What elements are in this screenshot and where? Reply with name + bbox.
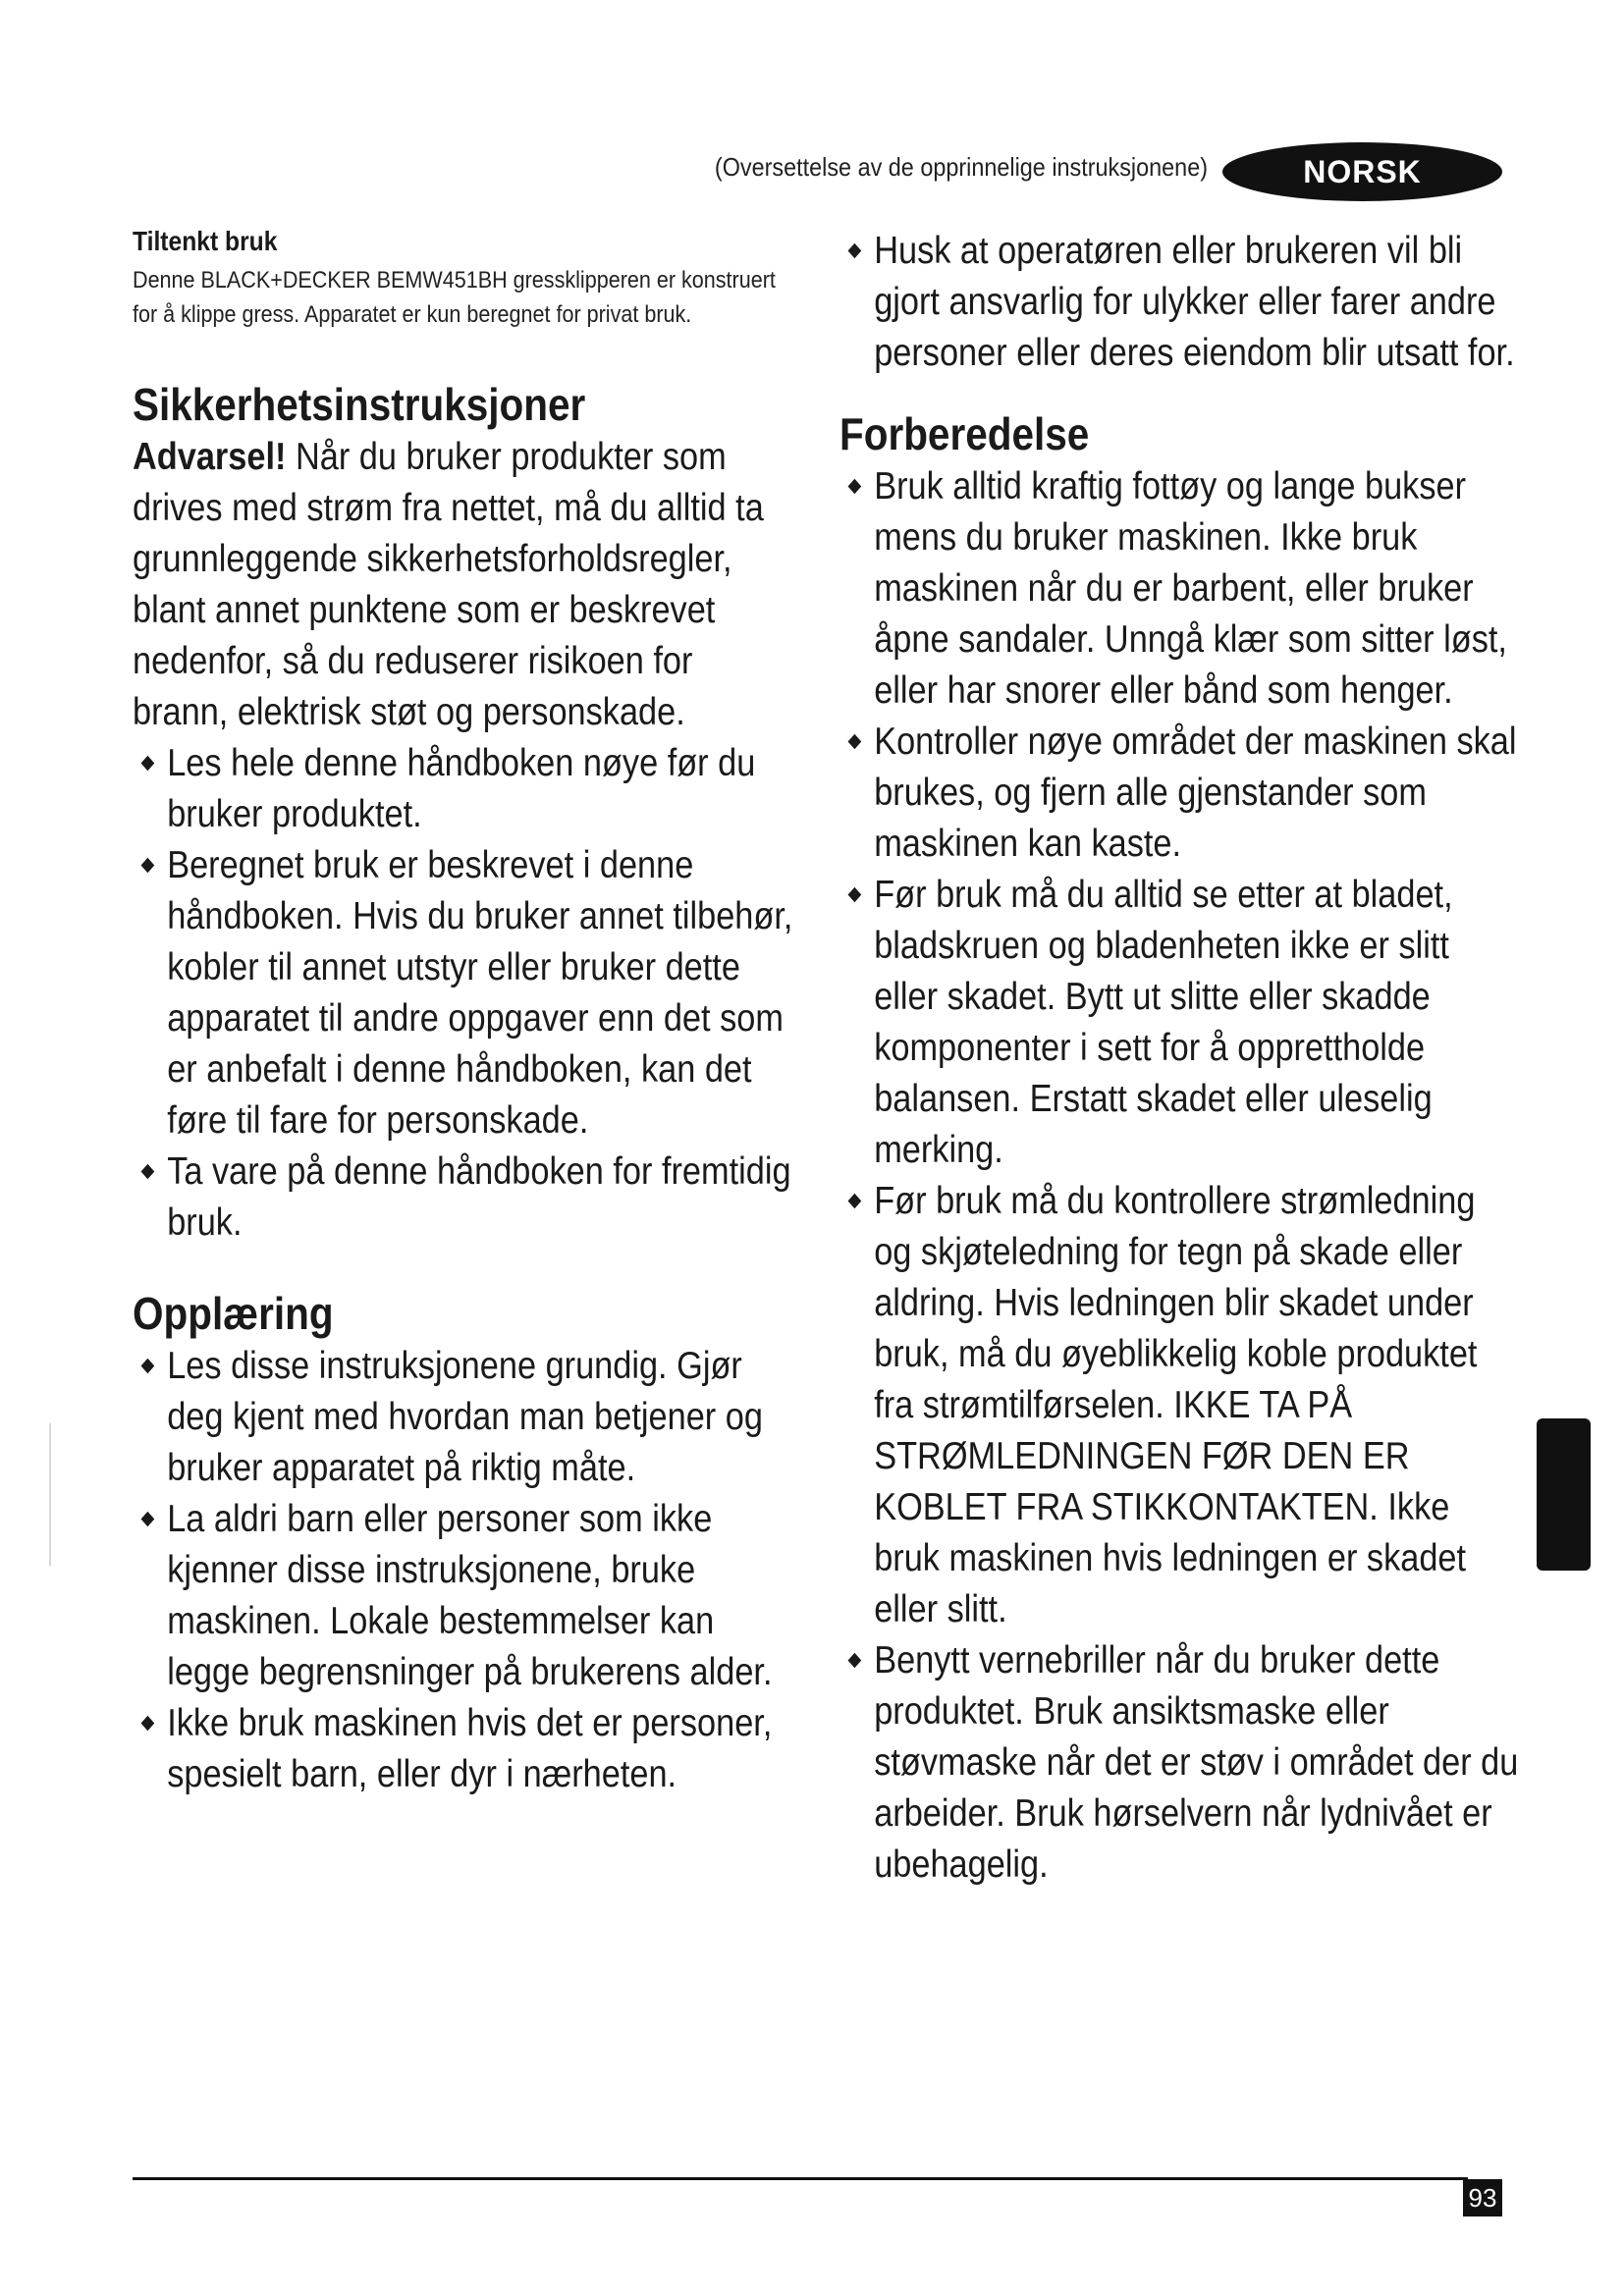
list-item-text: Husk at operatøren eller brukeren vil bli gjort ansvarlig for ulykker eller farer andre personer eller deres eiendom blir utsatt for.	[874, 230, 1515, 374]
diamond-bullet-icon	[141, 1359, 155, 1374]
page-number: 93	[1463, 2179, 1502, 2216]
diamond-bullet-icon	[141, 1716, 155, 1732]
safety-warning	[133, 432, 797, 738]
preparation-title: Forberedelse	[839, 408, 1090, 459]
diamond-bullet-icon	[141, 858, 155, 874]
diamond-bullet-icon	[848, 1194, 862, 1209]
diamond-bullet-icon	[848, 734, 862, 750]
list-item	[839, 461, 1519, 717]
diamond-bullet-icon	[848, 1653, 862, 1669]
list-item	[133, 1341, 797, 1494]
preparation-bullet-list	[839, 461, 1519, 1891]
training-title: Opplæring	[133, 1288, 334, 1339]
left-column	[133, 226, 795, 1800]
diamond-bullet-icon	[141, 756, 155, 772]
right-column	[839, 226, 1517, 1891]
list-item	[133, 840, 797, 1147]
list-item-text: Før bruk må du kontrollere strømledning og skjøteledning for tegn på skade eller aldring. Hvis ledningen blir skadet under bruk, må du øyeblikkelig koble produktet fra strømtilførselen. IKKE TA PÅ STRØMLEDNINGEN FØR DEN ER KOBLET FRA STIKKONTAKTEN. Ikke bruk maskinen hvis ledningen er skadet eller slitt.	[874, 1180, 1478, 1630]
list-item	[839, 870, 1519, 1176]
diamond-bullet-icon	[848, 243, 862, 259]
diamond-bullet-icon	[848, 887, 862, 903]
section-thumb-tab	[1537, 1418, 1591, 1571]
list-item-text: Beregnet bruk er beskrevet i denne håndboken. Hvis du bruker annet tilbehør, kobler til annet utstyr eller bruker dette apparatet til andre oppgaver enn det som er anbefalt i denne håndboken, kan det føre til fare for personskade.	[167, 844, 793, 1142]
training-bullet-list	[133, 1341, 797, 1800]
list-item	[839, 1635, 1519, 1891]
list-item-text: Benytt vernebriller når du bruker dette produktet. Bruk ansiktsmaske eller støvmaske når det er støv i området der du arbeider. Bruk hørselvern når lydnivået er ubehagelig.	[874, 1639, 1519, 1886]
intended-use-body: Denne BLACK+DECKER BEMW451BH gressklipperen er konstruert for å klippe gress. Apparatet er kun beregnet for privat bruk.	[133, 267, 776, 328]
list-item	[133, 1698, 797, 1800]
diamond-bullet-icon	[141, 1512, 155, 1527]
list-item	[839, 1176, 1519, 1635]
list-item-text: Ta vare på denne håndboken for fremtidig bruk.	[167, 1150, 791, 1244]
warning-text: Når du bruker produkter som drives med strøm fra nettet, må du alltid ta grunnleggende sikkerhetsforholdsregler, blant annet punktene som er beskrevet nedenfor, så du reduserer risikoen for brann, elektrisk støt og personskade.	[133, 436, 764, 733]
safety-bullet-list	[133, 738, 797, 1249]
list-item-text: Ikke bruk maskinen hvis det er personer, spesielt barn, eller dyr i nærheten.	[167, 1702, 773, 1795]
margin-line	[49, 1423, 51, 1566]
list-item-text: La aldri barn eller personer som ikke kjenner disse instruksjonene, bruke maskinen. Lokale bestemmelser kan legge begrensninger på brukerens alder.	[167, 1498, 773, 1693]
footer-rule	[133, 2177, 1468, 2180]
language-badge: NORSK	[1222, 142, 1502, 201]
list-item-text: Før bruk må du alltid se etter at bladet, bladskruen og bladenheten ikke er slitt eller skadet. Bytt ut slitte eller skadde komponenter i sett for å opprettholde balansen. Erstatt skadet eller uleselig merking.	[874, 874, 1453, 1171]
intended-use-title: Tiltenkt bruk	[133, 226, 278, 256]
list-item	[839, 717, 1519, 870]
list-item-text: Bruk alltid kraftig fottøy og lange bukser mens du bruker maskinen. Ikke bruk maskinen når du er barbent, eller bruker åpne sandaler. Unngå klær som sitter løst, eller har snorer eller bånd som henger.	[874, 465, 1507, 712]
list-item-text: Les hele denne håndboken nøye før du bruker produktet.	[167, 742, 756, 835]
diamond-bullet-icon	[141, 1164, 155, 1180]
list-item-text: Les disse instruksjonene grundig. Gjør deg kjent med hvordan man betjener og bruker apparatet på riktig måte.	[167, 1345, 763, 1489]
list-item	[133, 1494, 797, 1698]
responsibility-bullet-list	[839, 226, 1519, 379]
diamond-bullet-icon	[848, 479, 862, 495]
safety-title: Sikkerhetsinstruksjoner	[133, 379, 586, 430]
warning-label: Advarsel!	[133, 436, 287, 478]
translation-note: (Oversettelse av de opprinnelige instruksjonene)	[714, 152, 1208, 182]
list-item	[133, 1147, 797, 1249]
list-item	[839, 226, 1519, 379]
list-item-text: Kontroller nøye området der maskinen skal brukes, og fjern alle gjenstander som maskinen kan kaste.	[874, 721, 1517, 865]
list-item	[133, 738, 797, 840]
